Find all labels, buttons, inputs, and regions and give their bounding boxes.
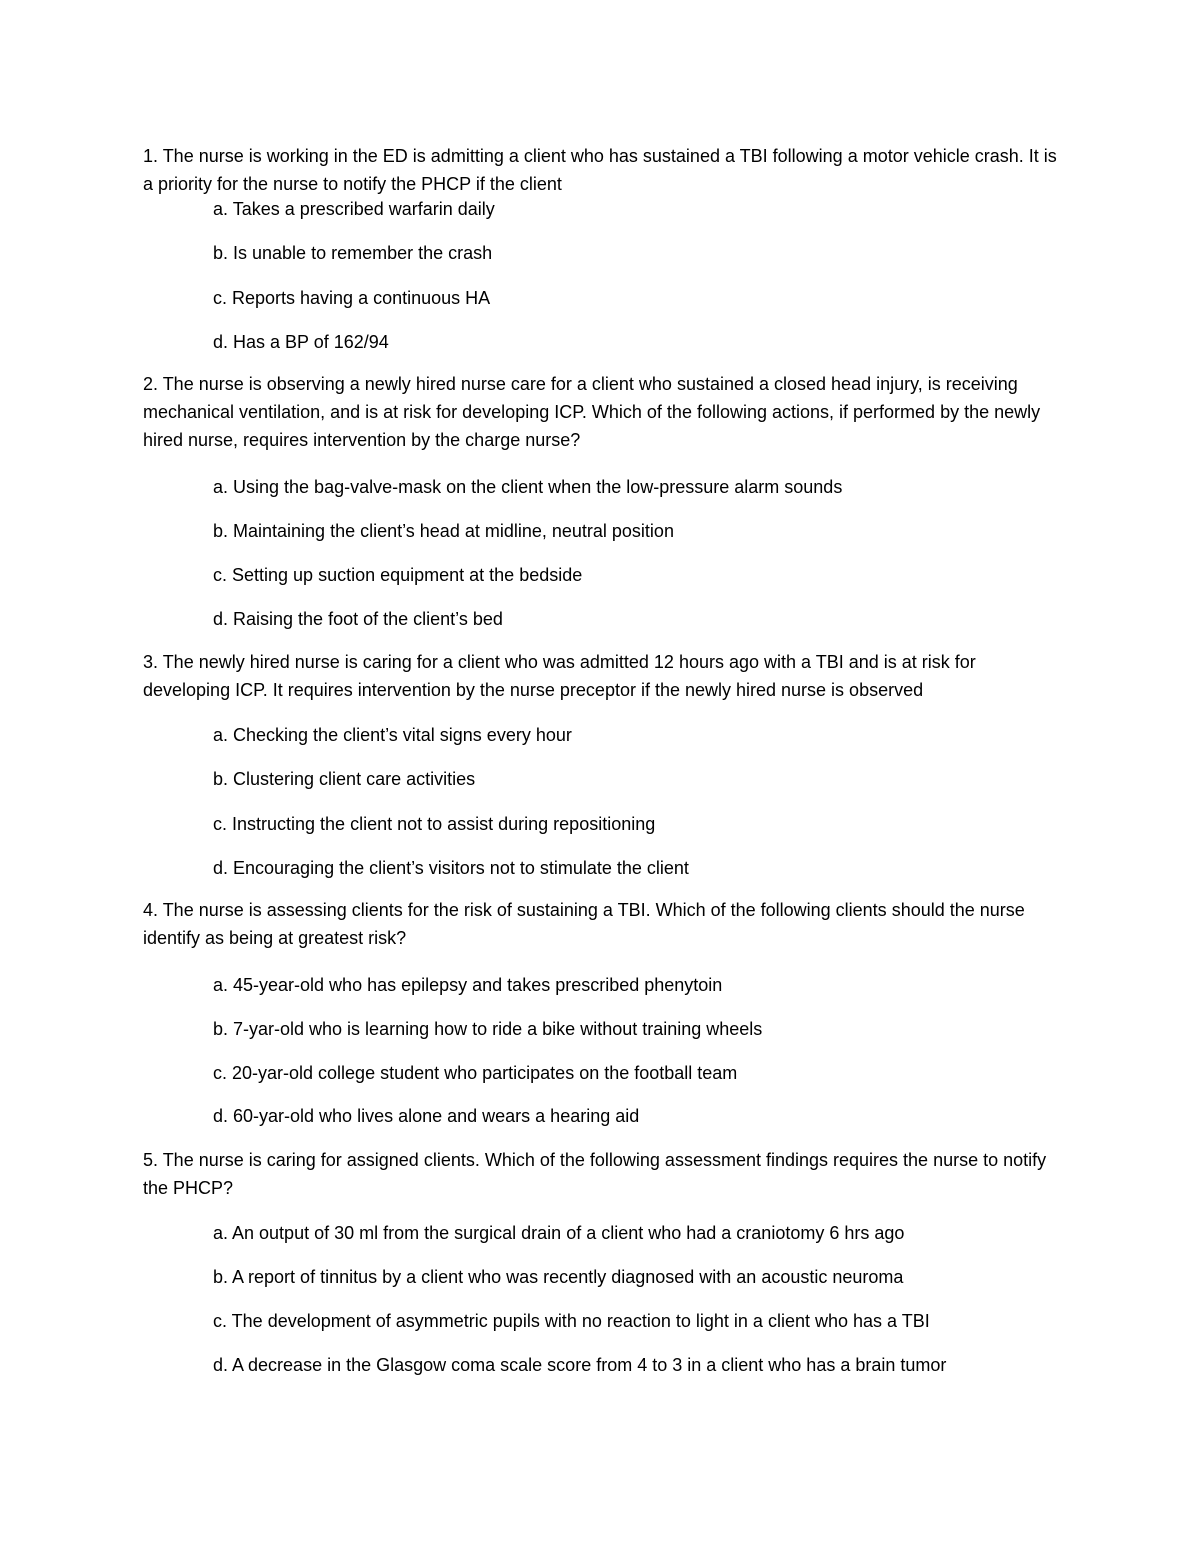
question-stem: 5. The nurse is caring for assigned clients. Which of the following assessment findings requires the nurse to notify the PHCP?	[143, 1150, 1047, 1198]
answer-option: a. Takes a prescribed warfarin daily	[213, 199, 495, 219]
answer-option: a. An output of 30 ml from the surgical drain of a client who had a craniotomy 6 hrs ago	[213, 1223, 905, 1243]
question-stem: 3. The newly hired nurse is caring for a client who was admitted 12 hours ago with a TBI and is at risk for developing ICP. It requires intervention by the nurse preceptor if the newly hired nurse is observed	[143, 652, 976, 700]
question-stem: 1. The nurse is working in the ED is admitting a client who has sustained a TBI following a motor vehicle crash. It is a priority for the nurse to notify the PHCP if the client	[143, 146, 1057, 194]
answer-option: d. A decrease in the Glasgow coma scale score from 4 to 3 in a client who has a brain tumor	[213, 1355, 947, 1375]
answer-option: c. Setting up suction equipment at the bedside	[213, 565, 583, 585]
question-1	[143, 142, 1063, 198]
answer-option: b. 7-yar-old who is learning how to ride a bike without training wheels	[213, 1019, 763, 1039]
answer-option: c. Instructing the client not to assist during repositioning	[213, 814, 656, 834]
answer-option: b. Is unable to remember the crash	[213, 243, 493, 263]
question-2	[143, 370, 1063, 454]
answer-option: a. Checking the client’s vital signs every hour	[213, 725, 572, 745]
answer-option: b. Clustering client care activities	[213, 769, 476, 789]
question-5	[143, 1146, 1063, 1202]
answer-option: a. 45-year-old who has epilepsy and takes prescribed phenytoin	[213, 975, 723, 995]
question-stem: 2. The nurse is observing a newly hired nurse care for a client who sustained a closed head injury, is receiving mechanical ventilation, and is at risk for developing ICP. Which of the following actions, if performed by the newly hired nurse, requires intervention by the charge nurse?	[143, 374, 1041, 450]
question-3	[143, 648, 1063, 704]
question-stem: 4. The nurse is assessing clients for the risk of sustaining a TBI. Which of the following clients should the nurse identify as being at greatest risk?	[143, 900, 1025, 948]
answer-option: d. Has a BP of 162/94	[213, 332, 389, 352]
question-4	[143, 896, 1063, 952]
answer-option: b. A report of tinnitus by a client who was recently diagnosed with an acoustic neuroma	[213, 1267, 904, 1287]
answer-option: c. The development of asymmetric pupils with no reaction to light in a client who has a TBI	[213, 1311, 930, 1331]
answer-option: b. Maintaining the client’s head at midline, neutral position	[213, 521, 674, 541]
answer-option: d. 60-yar-old who lives alone and wears a hearing aid	[213, 1106, 640, 1126]
answer-option: c. Reports having a continuous HA	[213, 288, 491, 308]
answer-option: a. Using the bag-valve-mask on the client when the low-pressure alarm sounds	[213, 477, 843, 497]
answer-option: d. Raising the foot of the client’s bed	[213, 609, 503, 629]
answer-option: d. Encouraging the client’s visitors not to stimulate the client	[213, 858, 689, 878]
answer-option: c. 20-yar-old college student who participates on the football team	[213, 1063, 738, 1083]
